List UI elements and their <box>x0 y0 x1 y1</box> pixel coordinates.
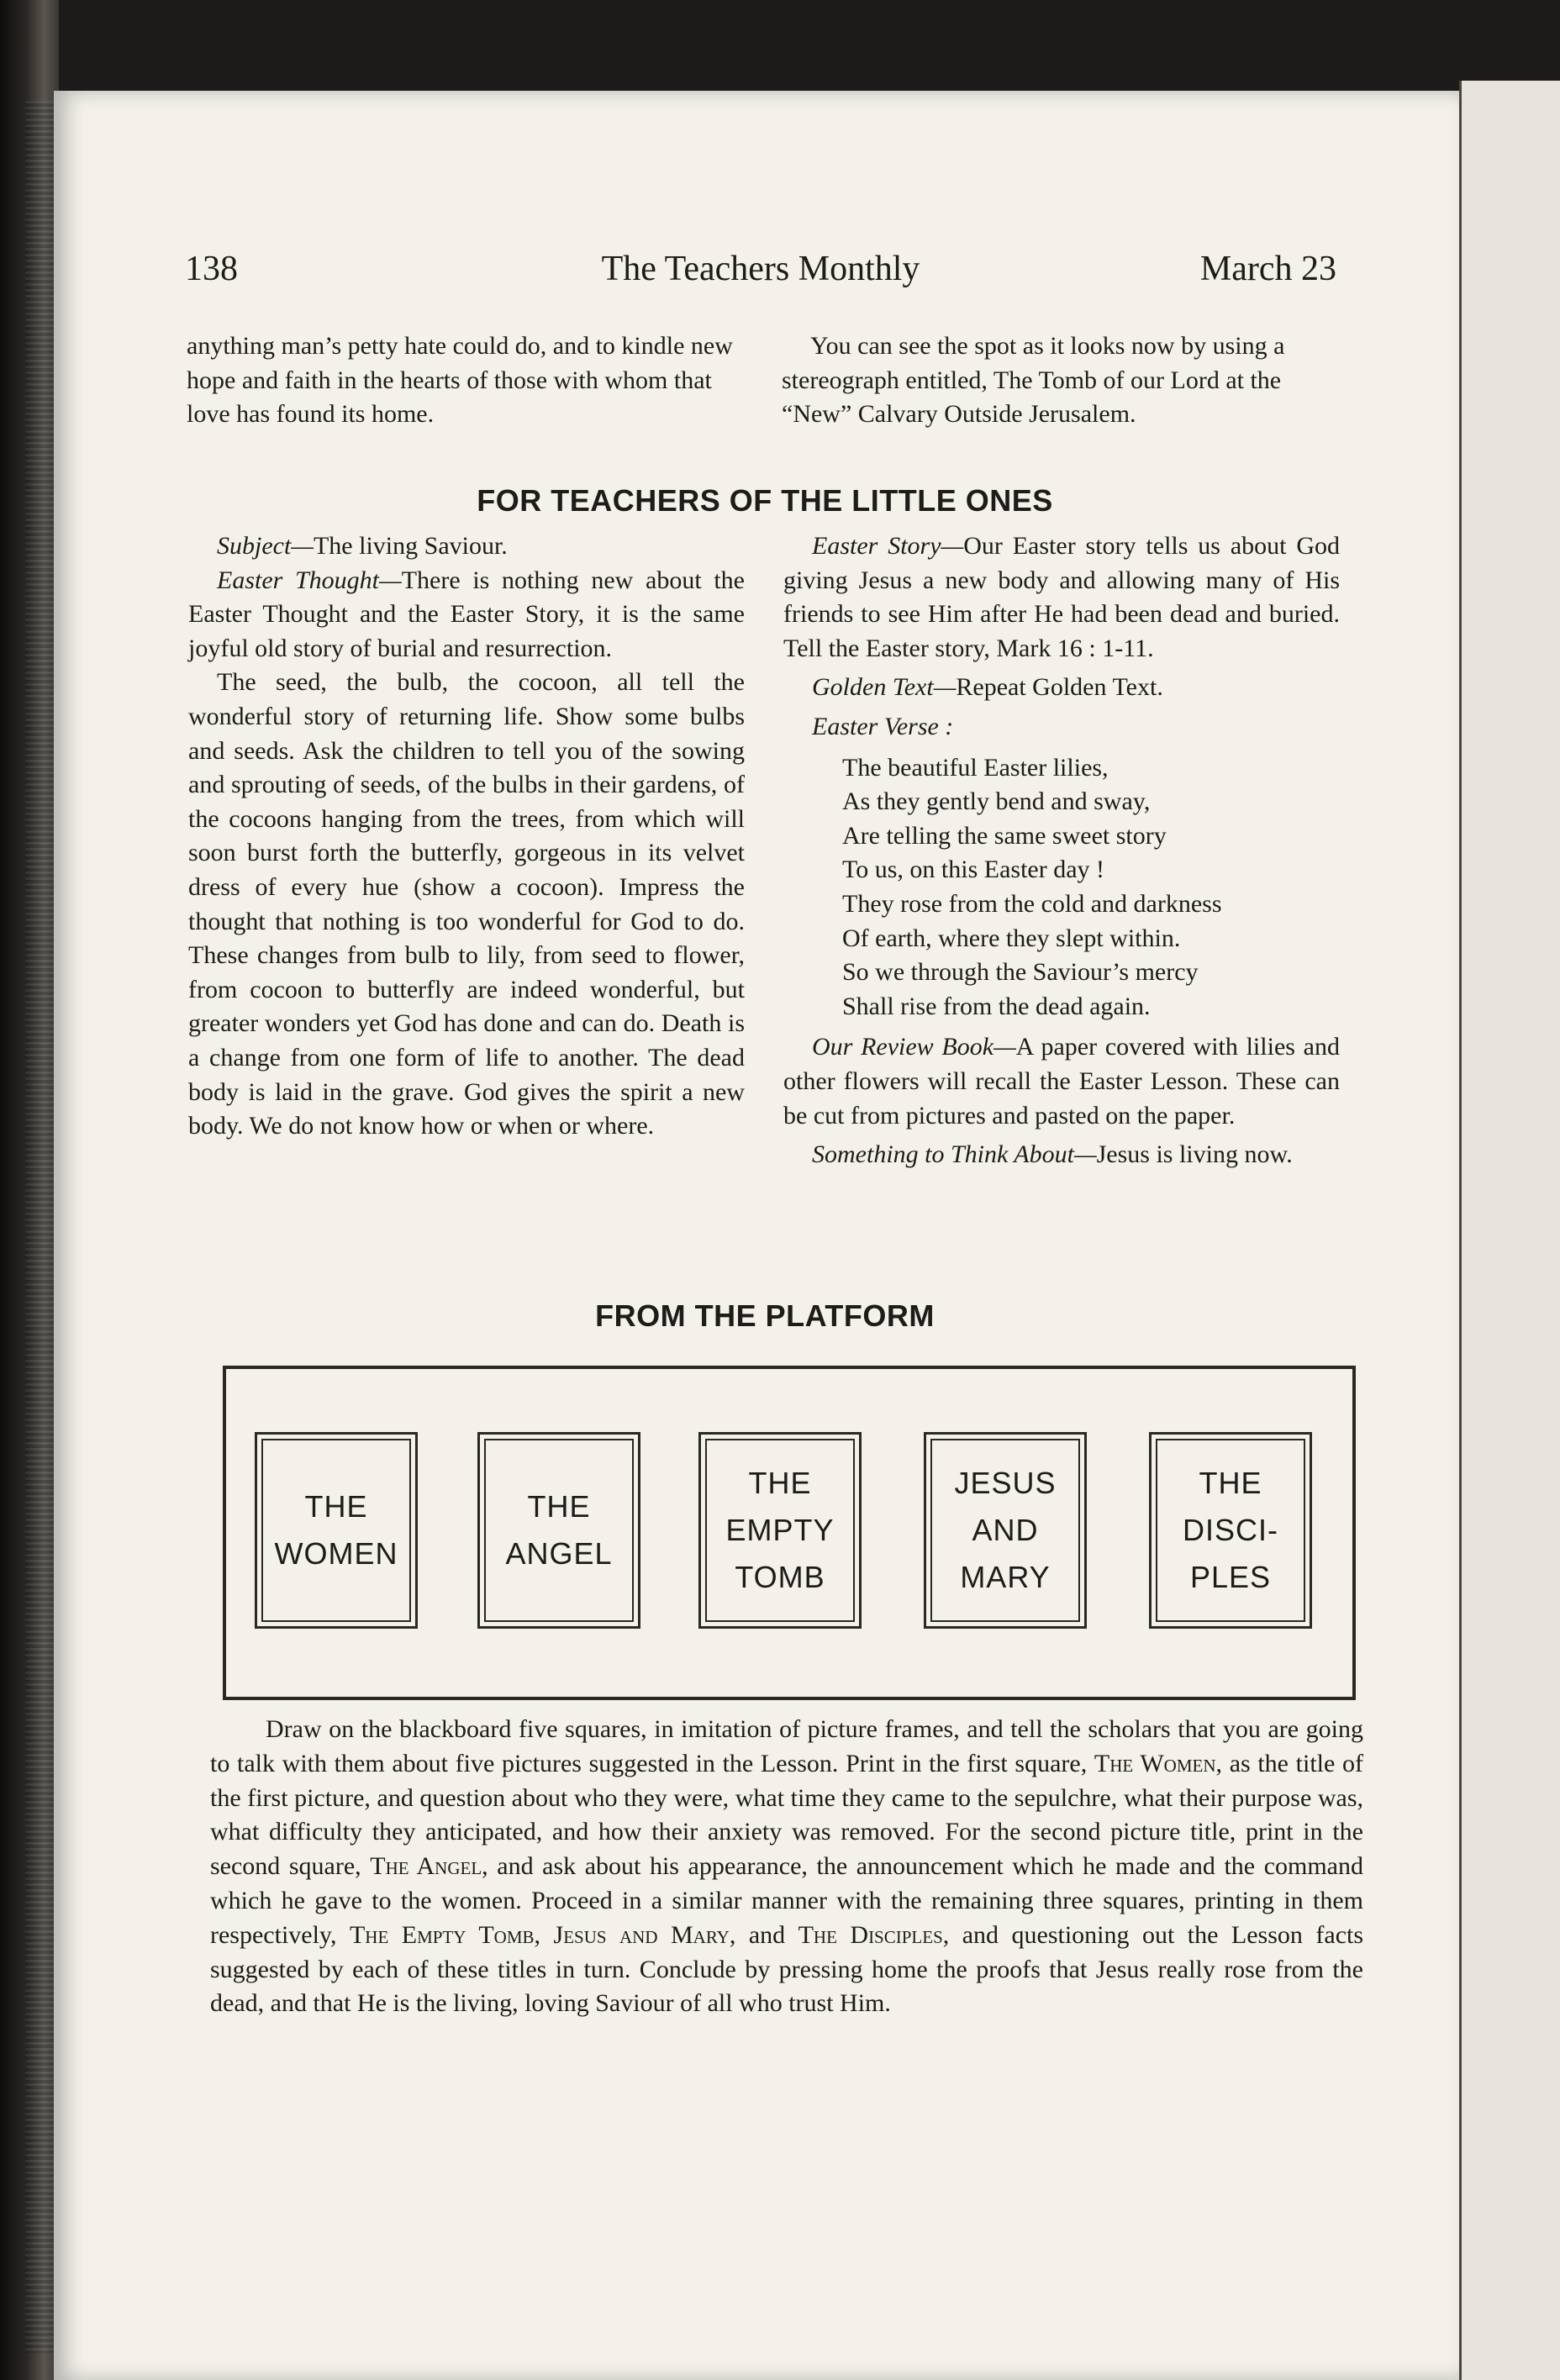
golden-text-label: Golden Text— <box>812 673 957 702</box>
think-about-label: Something to Think About— <box>812 1140 1097 1169</box>
frame-label: THE WOMEN <box>261 1439 411 1622</box>
section-heading-platform: FROM THE PLATFORM <box>595 1298 935 1333</box>
frame-label: THE EMPTY TOMB <box>705 1439 855 1622</box>
term-the-angel: The Angel <box>370 1852 482 1881</box>
little-ones-left-column <box>188 529 745 1144</box>
book-page <box>54 91 1459 2380</box>
text-run: , and <box>729 1920 798 1949</box>
adjacent-page-edge <box>1459 81 1560 2380</box>
term-jesus-and-mary: Jesus and Mary <box>553 1920 730 1949</box>
text-run: , as the title of the first picture, and question about who they were, what time they came to the sepulchre, what their purpose was, what difficulty they anticipated, and how their anxiety was removed. For the second picture title, print in the second square, <box>210 1749 1363 1881</box>
page-number: 138 <box>185 250 238 288</box>
verse-line: They rose from the cold and darkness <box>842 889 1222 918</box>
journal-title: The Teachers Monthly <box>601 250 920 288</box>
picture-frame <box>1149 1432 1312 1629</box>
platform-instructions-paragraph <box>210 1713 1363 2021</box>
book-spine <box>0 0 59 2380</box>
term-the-disciples: The Disciples <box>798 1920 943 1949</box>
subject-label: Subject— <box>217 532 314 560</box>
text-run: , and ask about his appearance, the announcement which he made and the command which he gave to the women. Proceed in a similar manner with the remaining three squares, printing in them respectively, <box>210 1852 1363 1949</box>
easter-thought-text: There is nothing new about the Easter Thought and the Easter Story, it is the same joyful old story of burial and resurrection. <box>188 566 745 662</box>
term-the-women: The Women <box>1094 1749 1216 1777</box>
verse-line: So we through the Saviour’s mercy <box>842 958 1199 987</box>
little-ones-right-column <box>783 529 1340 1172</box>
think-about-text: Jesus is living now. <box>1096 1140 1293 1169</box>
text-run: , <box>534 1920 554 1949</box>
issue-date: March 23 <box>1199 250 1336 288</box>
text-run: , and questioning out the Lesson facts suggested by each of these titles in turn. Conclude by pressing home the proofs that Jesus really rose from the dead, and that He is the living, loving Saviour of all who trust Him. <box>210 1920 1364 2018</box>
blackboard-diagram <box>223 1366 1356 1700</box>
think-about-paragraph <box>783 1138 1340 1172</box>
picture-frame <box>255 1432 418 1629</box>
text-run: Draw on the blackboard five squares, in imitation of picture frames, and tell the scholars that you are going to talk with them about five pictures suggested in the Lesson. Print in the first square, <box>210 1715 1363 1777</box>
verse-line: The beautiful Easter lilies, <box>842 753 1109 782</box>
seed-paragraph: The seed, the bulb, the cocoon, all tell the wonderful story of returning life. Show some bulbs and seeds. Ask the children to tell you of the sowing and sprouting of seeds, of the bulbs in their gardens, of the cocoons hanging from the trees, from which will soon burst forth the butterfly, gorgeous in its velvet dress of every hue (show a cocoon). Impress the thought that nothing is too wonderful for God to do. These changes from bulb to lily, from seed to flower, from cocoon to butterfly are indeed wonderful, but greater wonders yet God has done and can do. Death is a change from one form of life to another. The dead body is laid in the grave. God gives the spirit a new body. We do not know how or when or where. <box>188 668 745 1140</box>
verse-line: Shall rise from the dead again. <box>842 992 1151 1020</box>
easter-story-label: Easter Story— <box>812 532 964 560</box>
easter-thought-paragraph <box>188 564 745 666</box>
review-book-text: A paper covered with lilies and other flowers will recall the Easter Lesson. These can be cut from pictures and pasted on the paper. <box>783 1033 1340 1129</box>
verse-line: Are telling the same sweet story <box>842 821 1167 850</box>
golden-text-text: Repeat Golden Text. <box>956 673 1163 702</box>
verse-line: To us, on this Easter day ! <box>842 856 1105 884</box>
picture-frame <box>924 1432 1087 1629</box>
frame-label: THE ANGEL <box>484 1439 634 1622</box>
easter-verse <box>842 751 1340 1024</box>
section-heading-little-ones: FOR TEACHERS OF THE LITTLE ONES <box>477 483 1053 518</box>
verse-line: Of earth, where they slept within. <box>842 924 1181 952</box>
golden-text-line <box>783 671 1340 705</box>
term-the-empty-tomb: The Empty Tomb <box>349 1920 535 1949</box>
picture-frame <box>477 1432 640 1629</box>
continued-paragraph: anything man’s petty hate could do, and to kindle new hope and faith in the hearts of those with whom that love has found its home. <box>187 332 733 429</box>
frame-label: JESUS AND MARY <box>930 1439 1080 1622</box>
easter-verse-label: Easter Verse : <box>812 712 954 740</box>
easter-thought-label: Easter Thought— <box>217 566 402 594</box>
frame-label: THE DISCI- PLES <box>1156 1439 1305 1622</box>
stereograph-paragraph: You can see the spot as it looks now by using a stereograph entitled, The Tomb of our Lord at the “New” Calvary Outside Jerusalem. <box>782 332 1285 429</box>
easter-verse-label-line <box>783 710 1340 745</box>
review-book-label: Our Review Book— <box>812 1033 1016 1061</box>
easter-story-paragraph <box>783 529 1340 666</box>
running-header <box>185 249 1336 299</box>
right-top-paragraph <box>782 329 1338 432</box>
picture-frame <box>698 1432 862 1629</box>
review-book-paragraph <box>783 1030 1340 1133</box>
left-top-paragraph <box>187 329 741 432</box>
easter-story-text: Our Easter story tells us about God giving Jesus a new body and allowing many of His friends to see Him after He had been dead and buried. Tell the Easter story, Mark 16 : 1-11. <box>783 532 1340 662</box>
verse-line: As they gently bend and sway, <box>842 787 1151 816</box>
spine-texture <box>25 101 54 2353</box>
subject-line <box>188 529 745 564</box>
subject-text: The living Saviour. <box>313 532 508 560</box>
